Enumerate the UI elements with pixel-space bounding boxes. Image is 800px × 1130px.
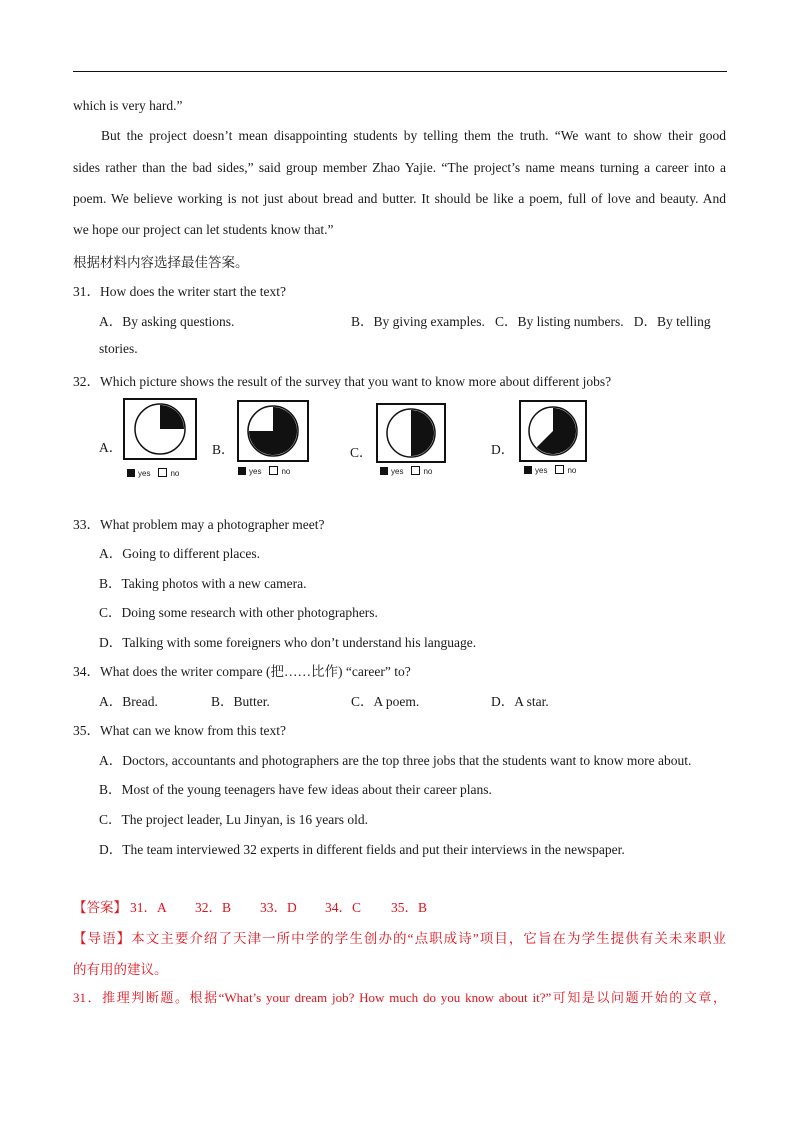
legend-no-label: no xyxy=(170,469,180,478)
instruction: 根据材料内容选择最佳答案。 xyxy=(73,255,249,270)
q34-option-c: C．A poem. xyxy=(351,694,420,709)
legend xyxy=(238,466,290,476)
guide-line: 的有用的建议。 xyxy=(73,962,168,977)
q32-option-letter: D． xyxy=(491,442,515,457)
legend-yes-swatch xyxy=(380,467,388,475)
answer-32: 32．B xyxy=(195,900,232,915)
legend xyxy=(524,465,576,475)
pie-chart xyxy=(123,398,197,460)
q35-option-a: A．Doctors, accountants and photographers are the top three jobs that the students want to know more about. xyxy=(99,753,692,768)
q33-option-b: B．Taking photos with a new camera. xyxy=(99,576,307,591)
legend xyxy=(380,466,432,476)
answer-34: 34．C xyxy=(325,900,362,915)
legend-no-swatch xyxy=(411,466,420,475)
q31-options-bcd: B．By giving examples. C．By listing numbers. D．By telling xyxy=(351,314,711,329)
pie-chart xyxy=(519,400,587,462)
q35-option-c: C．The project leader, Lu Jinyan, is 16 years old. xyxy=(99,812,369,827)
q35-option-b: B．Most of the young teenagers have few ideas about their career plans. xyxy=(99,782,492,797)
passage-line: sides rather than the bad sides,” said group member Zhao Yajie. “The project’s name means turning a career into a xyxy=(73,160,726,175)
legend-yes-swatch xyxy=(127,469,135,477)
q35-option-d: D．The team interviewed 32 experts in different fields and put their interviews in the newspaper. xyxy=(99,842,625,857)
q34-option-a: A．Bread. xyxy=(99,694,158,709)
q31-option-a: A．By asking questions. xyxy=(99,314,235,329)
legend-no-label: no xyxy=(281,467,291,476)
answer-label: 【答案】 xyxy=(73,900,127,915)
legend-no-swatch xyxy=(158,468,167,477)
question-34-stem: 34．What does the writer compare (把……比作) “career” to? xyxy=(73,664,411,679)
explanation-31: 31．推理判断题。根据“What’s your dream job? How much do you know about it?”可知是以问题开始的文章， xyxy=(73,990,726,1005)
passage-line: But the project doesn’t mean disappointing students by telling them the truth. “We want to show their good xyxy=(101,128,726,143)
header-rule xyxy=(73,71,727,72)
question-35-stem: 35．What can we know from this text? xyxy=(73,723,286,738)
question-31-stem: 31．How does the writer start the text? xyxy=(73,284,286,299)
legend-yes-label: yes xyxy=(535,466,548,475)
q32-option-letter: B． xyxy=(212,442,235,457)
q33-option-d: D．Talking with some foreigners who don’t understand his language. xyxy=(99,635,477,650)
q34-option-d: D．A star. xyxy=(491,694,549,709)
question-32-stem: 32．Which picture shows the result of the survey that you want to know more about different jobs? xyxy=(73,374,612,389)
legend xyxy=(127,468,179,478)
legend-yes-swatch xyxy=(524,466,532,474)
passage-line: which is very hard.” xyxy=(73,98,183,113)
q33-option-a: A．Going to different places. xyxy=(99,546,260,561)
q32-option-letter: C． xyxy=(350,445,373,460)
passage-line: we hope our project can let students know that.” xyxy=(73,222,334,237)
q32-option-letter: A． xyxy=(99,440,123,455)
pie-chart xyxy=(376,403,446,463)
question-33-stem: 33．What problem may a photographer meet? xyxy=(73,517,325,532)
pie-chart xyxy=(237,400,309,462)
guide-line: 【导语】本文主要介绍了天津一所中学的学生创办的“点职成诗”项目，它旨在为学生提供有关未来职业 xyxy=(73,931,726,946)
legend-yes-label: yes xyxy=(138,469,151,478)
legend-no-label: no xyxy=(567,466,577,475)
q31-option-d-cont: stories. xyxy=(99,341,138,356)
legend-yes-swatch xyxy=(238,467,246,475)
legend-no-swatch xyxy=(555,465,564,474)
answer-31: 31．A xyxy=(130,900,167,915)
legend-no-label: no xyxy=(423,467,433,476)
passage-line: poem. We believe working is not just about bread and butter. It should be like a poem, full of love and beauty. And xyxy=(73,191,726,206)
answer-33: 33．D xyxy=(260,900,297,915)
legend-yes-label: yes xyxy=(249,467,262,476)
legend-no-swatch xyxy=(269,466,278,475)
answer-35: 35．B xyxy=(391,900,428,915)
q34-option-b: B．Butter. xyxy=(211,694,270,709)
legend-yes-label: yes xyxy=(391,467,404,476)
q33-option-c: C．Doing some research with other photographers. xyxy=(99,605,378,620)
